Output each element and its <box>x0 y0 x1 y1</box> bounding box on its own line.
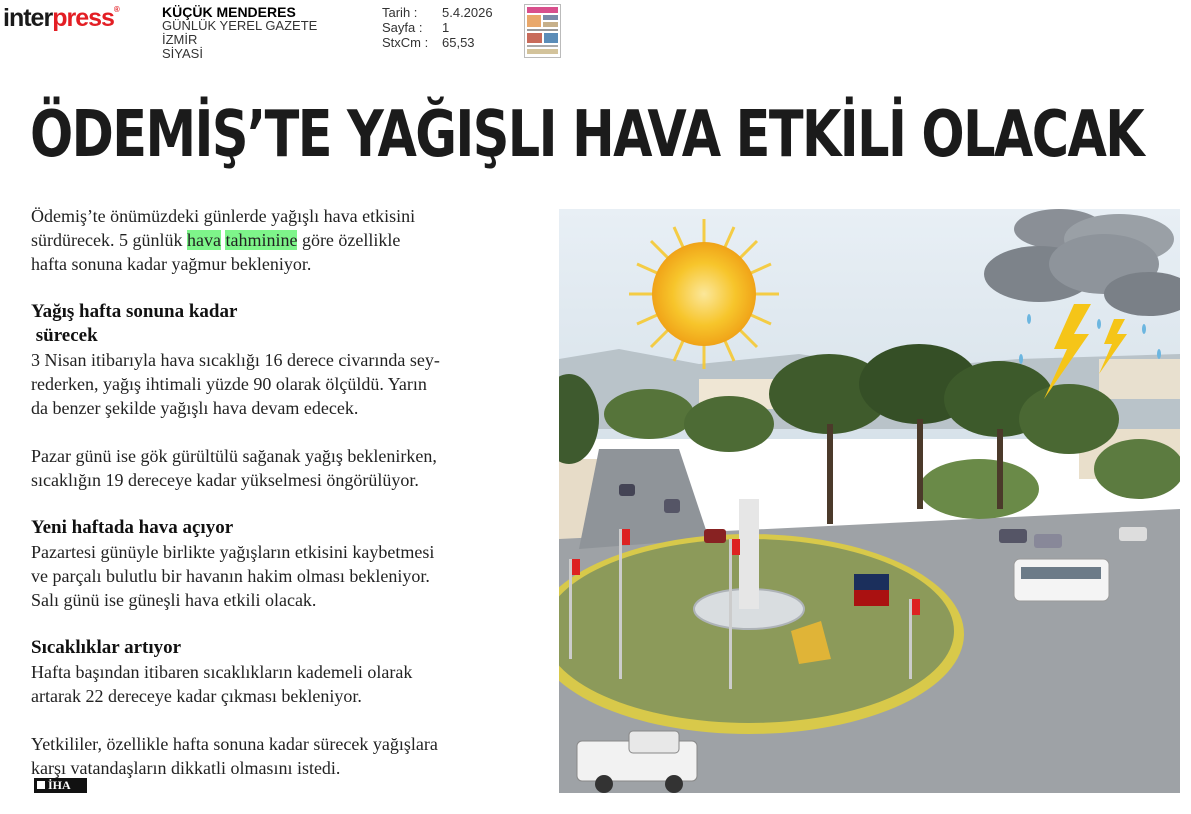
stxcm-label: StxCm : <box>382 35 429 50</box>
subheading-1-line-2: sürecek <box>35 325 98 346</box>
paragraph-temperatures <box>31 660 551 708</box>
paragraph-sunday <box>31 444 551 492</box>
date-value: 5.4.2026 <box>442 5 493 20</box>
stxcm-row <box>382 35 493 50</box>
road-avenue <box>579 449 709 549</box>
para-3-line-2: ve parçalı bulutlu bir havanın hakim olması bekleniyor. <box>31 566 430 586</box>
paragraph-april-3 <box>31 348 551 420</box>
sun-icon <box>629 219 779 369</box>
para-2-line-2: sıcaklığın 19 dereceye kadar yükselmesi öngörülüyor. <box>31 470 419 490</box>
para-1-line-2: rederken, yağış ihtimali yüzde 90 olarak ölçüldü. Yarın <box>31 374 427 394</box>
lead-paragraph <box>31 204 551 276</box>
article-body <box>31 204 551 780</box>
logo-registered-mark: ® <box>113 5 119 14</box>
page-thumbnail[interactable] <box>524 4 561 58</box>
para-3-line-1: Pazartesi günüyle birlikte yağışların etkisini kaybetmesi <box>31 542 435 562</box>
para-4-line-2: artarak 22 dereceye kadar çıkması bekleniyor. <box>31 686 362 706</box>
publication-info <box>162 5 317 61</box>
publication-city: İZMİR <box>162 32 198 47</box>
stxcm-value: 65,53 <box>442 35 475 50</box>
publication-type: GÜNLÜK YEREL GAZETE <box>162 18 318 33</box>
para-4-line-1: Hafta başından itibaren sıcaklıkların kademeli olarak <box>31 662 413 682</box>
para-5-line-2: karşı vatandaşların dikkatli olmasını istedi. <box>31 758 341 778</box>
lead-line-2-end: göre özellikle <box>297 230 401 250</box>
para-1-line-3: da benzer şekilde yağışlı hava devam edecek. <box>31 398 359 418</box>
lead-line-2-start: sürdürecek. 5 günlük <box>31 230 187 250</box>
source-square-icon <box>37 781 45 789</box>
date-row <box>382 5 493 20</box>
page-row <box>382 20 493 35</box>
para-1-line-1: 3 Nisan itibarıyla hava sıcaklığı 16 derece civarında sey- <box>31 350 440 370</box>
para-5-line-1: Yetkililer, özellikle hafta sonuna kadar sürecek yağışlara <box>31 734 438 754</box>
bus <box>1014 559 1109 601</box>
logo-part-inter: inter <box>3 4 53 32</box>
date-label: Tarih : <box>382 5 418 20</box>
subheading-new-week: Yeni haftada hava açıyor <box>31 517 234 538</box>
paragraph-officials <box>31 732 551 780</box>
page-value: 1 <box>442 20 450 35</box>
clipping-meta <box>382 5 493 50</box>
roundabout-weather-illustration <box>559 209 1180 793</box>
subheading-rain-until-weekend <box>31 300 551 348</box>
lead-line-3: hafta sonuna kadar yağmur bekleniyor. <box>31 254 312 274</box>
page-label: Sayfa : <box>382 20 423 35</box>
source-label: İHA <box>48 778 71 792</box>
building-right <box>1099 359 1180 399</box>
highlight-tahminine: tahminine <box>225 230 298 250</box>
publication-name: KÜÇÜK MENDERES <box>162 4 296 20</box>
para-2-line-1: Pazar günü ise gök gürültülü sağanak yağış beklenirken, <box>31 446 437 466</box>
para-3-line-3: Salı günü ise güneşli hava etkili olacak. <box>31 590 317 610</box>
paragraph-monday <box>31 540 551 612</box>
subheading-temperatures-rising: Sıcaklıklar artıyor <box>31 637 182 658</box>
source-badge <box>34 778 87 793</box>
publication-section: SİYASİ <box>162 46 203 61</box>
logo-part-press: press <box>52 4 114 32</box>
article-photo <box>559 209 1180 793</box>
lead-line-1: Ödemiş’te önümüzdeki günlerde yağışlı hava etkisini <box>31 206 416 226</box>
subheading-1-line-1: Yağış hafta sonuna kadar <box>31 301 238 322</box>
highlight-hava: hava <box>186 230 221 250</box>
headline: ÖDEMİŞ’TE YAĞIŞLI HAVA ETKİLİ OLACAK <box>30 98 1144 172</box>
monument <box>739 499 759 609</box>
interpress-logo <box>3 6 119 31</box>
